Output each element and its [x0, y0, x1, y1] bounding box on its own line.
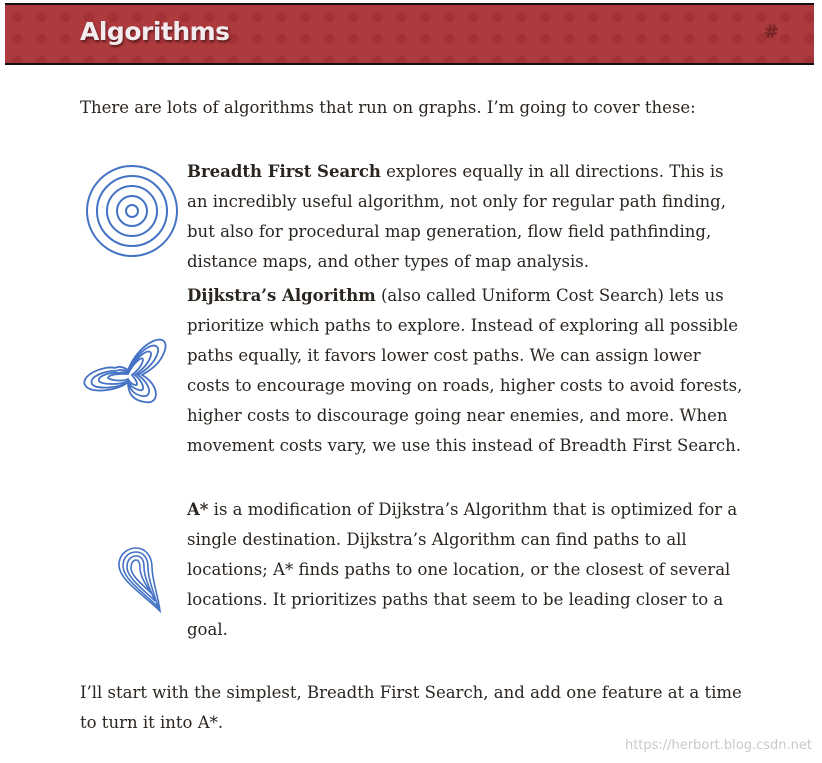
bfs-term: Breadth First Search — [187, 162, 381, 181]
outro-text: I’ll start with the simplest, Breadth First Search, and add one feature at a time to turn it into A*. — [80, 683, 742, 732]
list-item-dijkstra — [187, 281, 747, 461]
list-item-astar — [187, 495, 747, 645]
section-header — [5, 3, 814, 65]
dijkstra-contour-icon — [80, 330, 170, 430]
intro-text: There are lots of algorithms that run on graphs. I’m going to cover these: — [80, 98, 696, 117]
bfs-description: explores equally in all directions. This is an incredibly useful algorithm, not only for regular path finding, but also for procedural map generation, flow field pathfinding, distance maps, and other types of map analysis. — [187, 162, 726, 271]
dijkstra-term: Dijkstra’s Algorithm — [187, 286, 376, 305]
concentric-circles-icon — [84, 163, 180, 259]
astar-teardrop-icon — [114, 545, 164, 615]
list-item-bfs — [187, 157, 747, 277]
section-title: Algorithms — [80, 17, 230, 46]
watermark: https://herbort.blog.csdn.net — [624, 738, 812, 753]
astar-term: A* — [187, 500, 209, 519]
dijkstra-description: (also called Uniform Cost Search) lets us prioritize which paths to explore. Instead of exploring all possible paths equally, it favors lower cost paths. We can assign lower costs to encourage moving on roads, higher costs to avoid forests, higher costs to discourage going near enemies, and more. When movement costs vary, we use this instead of Breadth First Search. — [187, 286, 743, 455]
anchor-link[interactable]: # — [762, 21, 778, 42]
astar-description: is a modification of Dijkstra’s Algorithm that is optimized for a single destination. Dijkstra’s Algorithm can find paths to all locations; A* finds paths to one location, or the closest of several locations. It prioritizes paths that seem to be leading closer to a goal. — [187, 500, 738, 639]
